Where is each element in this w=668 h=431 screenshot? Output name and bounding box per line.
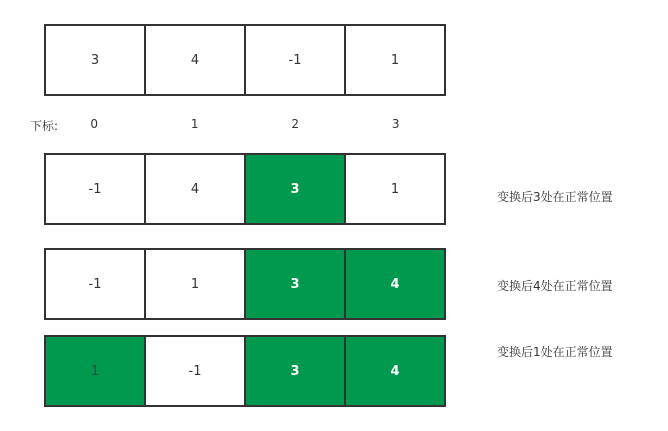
array-row-original (44, 24, 446, 96)
index-value: 2 (291, 117, 300, 131)
array-cell: 1 (346, 155, 444, 223)
array-row-step-1 (44, 153, 446, 225)
array-row-step-2 (44, 248, 446, 320)
array-cell: 1 (146, 250, 246, 318)
array-cell: 3 (46, 26, 146, 94)
index-label: 下标: (30, 119, 59, 133)
array-cell: -1 (46, 250, 146, 318)
index-value: 0 (90, 117, 99, 131)
array-cell: -1 (146, 337, 246, 405)
array-row-step-3 (44, 335, 446, 407)
step-note: 变换后4处在正常位置 (497, 279, 613, 293)
index-row (44, 117, 446, 131)
array-cell-highlighted: 1 (46, 337, 146, 405)
array-cell-highlighted: 4 (346, 337, 444, 405)
array-cell-highlighted: 3 (246, 250, 346, 318)
index-value: 3 (391, 117, 400, 131)
array-cell-highlighted: 3 (246, 155, 346, 223)
array-cell-highlighted: 3 (246, 337, 346, 405)
array-cell: 1 (346, 26, 444, 94)
step-note: 变换后3处在正常位置 (497, 190, 613, 204)
array-cell: 4 (146, 155, 246, 223)
index-value: 1 (190, 117, 199, 131)
array-cell: 4 (146, 26, 246, 94)
array-cell: -1 (46, 155, 146, 223)
array-cell: -1 (246, 26, 346, 94)
step-note: 变换后1处在正常位置 (497, 345, 613, 359)
array-cell-highlighted: 4 (346, 250, 444, 318)
